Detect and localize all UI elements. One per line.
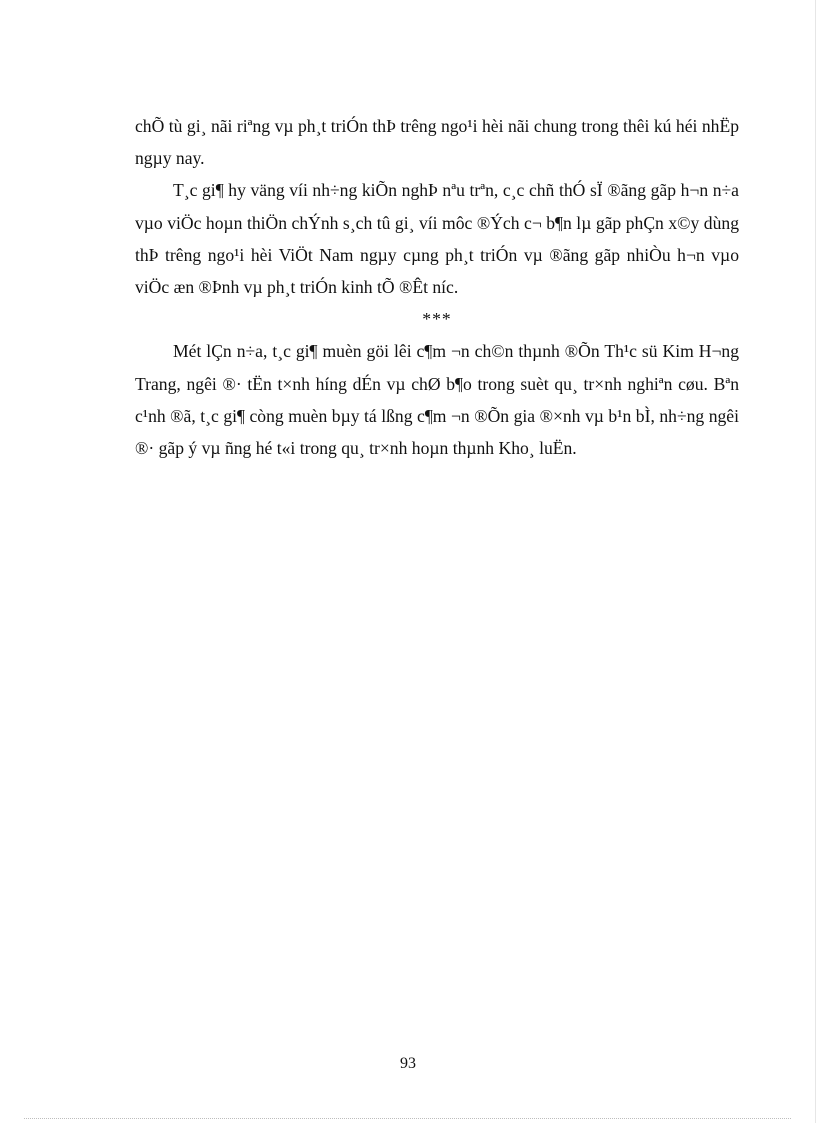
section-separator: *** xyxy=(422,309,452,330)
body-text xyxy=(135,110,739,464)
page-bottom-border xyxy=(24,1118,791,1119)
paragraph-conclusion-end: chÕ tù gi¸ nãi riªng vµ ph¸t triÓn thÞ trêng ngo¹i hèi nãi chung trong thêi kú héi nhËp ngµy nay. xyxy=(135,116,739,169)
page-number: 93 xyxy=(400,1055,416,1072)
paragraph-recommendations: T¸c gi¶ hy väng víi nh÷ng kiÕn nghÞ nªu trªn, c¸c chñ thÓ sÏ ®ãng gãp h¬n n÷a vµo viÖc hoµn thiÖn chÝnh s¸ch tû gi¸ víi môc ®Ých c¬ b¶n lµ gãp phÇn x©y dùng thÞ trêng ngo¹i hèi ViÖt Nam ngµy cµng ph¸t triÓn vµ ®ãng gãp nhiÒu h¬n vµo viÖc æn ®Þnh vµ ph¸t triÓn kinh tÕ ®Êt níc. xyxy=(135,180,739,298)
paragraph-acknowledgements: Mét lÇn n÷a, t¸c gi¶ muèn göi lêi c¶m ¬n ch©n thµnh ®Õn Th¹c sü Kim H¬ng Trang, ngêi ®· tËn t×nh híng dÉn vµ chØ b¶o trong suèt qu¸ tr×nh nghiªn cøu. Bªn c¹nh ®ã, t¸c gi¶ còng muèn bµy tá lßng c¶m ¬n ®Õn gia ®×nh vµ b¹n bÌ, nh÷ng ngêi ®· gãp ý vµ ñng hé t«i trong qu¸ tr×nh hoµn thµnh Kho¸ luËn. xyxy=(135,341,739,459)
